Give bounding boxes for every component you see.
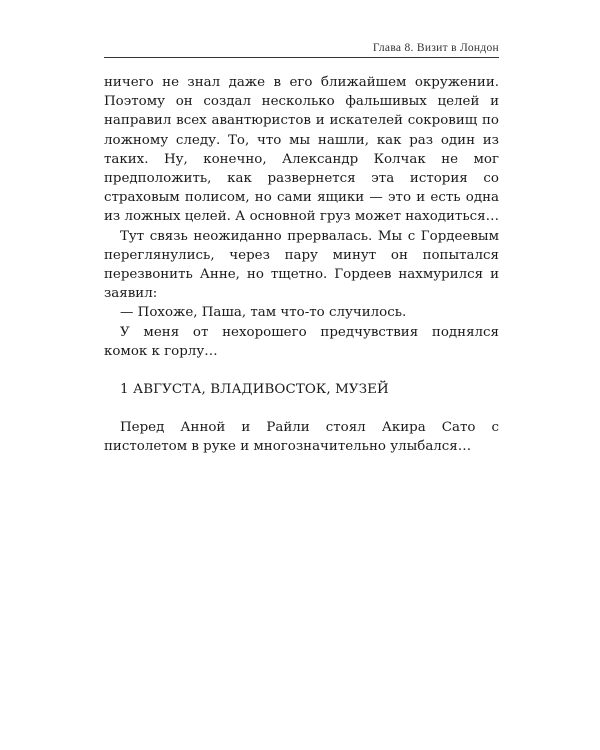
section-title: 1 АВГУСТА, ВЛАДИВОСТОК, МУЗЕЙ	[120, 382, 389, 398]
paragraph: У меня от нехорошего предчувствия поднялся комок к горлу…	[104, 324, 499, 359]
running-head: Глава 8. Визит в Лондон	[372, 42, 499, 54]
header-rule	[104, 57, 499, 58]
paragraph: Тут связь неожиданно прервалась. Мы с Гордеевым переглянулись, через пару минут он попытался перезвонить Анне, но тщетно. Гордеев нахмурился и заявил:	[104, 228, 499, 302]
paragraph: Перед Анной и Райли стоял Акира Сато с пистолетом в руке и многозначительно улыбался…	[104, 420, 499, 455]
body-text	[104, 73, 499, 457]
paragraph-continued: ничего не знал даже в его ближайшем окружении. Поэтому он создал несколько фальшивых целей и направил всех авантюристов и искателей сокровищ по ложному следу. То, что мы нашли, как раз один из таких. Ну, конечно, Александр Колчак не мог предположить, как развернется эта история со страховым полисом, но сами ящики — это и есть одна из ложных целей. А основной груз может находиться…	[104, 75, 499, 225]
dialogue-line: — Похоже, Паша, там что-то случилось.	[120, 305, 407, 321]
